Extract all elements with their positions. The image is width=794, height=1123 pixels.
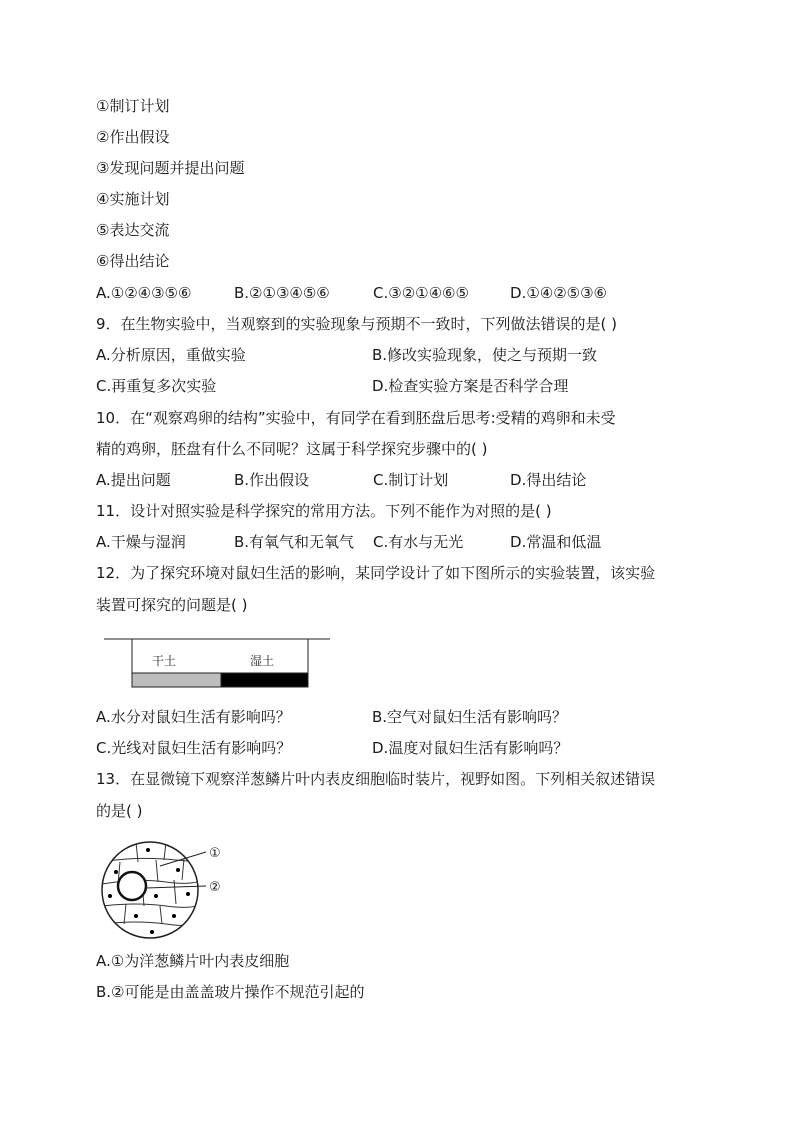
q12-option-a[interactable]: A.水分对鼠妇生活有影响吗？ [96, 708, 291, 726]
step-item: ②作出假设 [96, 128, 170, 146]
q9-option-d[interactable]: D.检查实验方案是否科学合理 [372, 377, 569, 395]
dry-soil-layer [132, 673, 221, 687]
q12-stem-line1: 12．为了探究环境对鼠妇生活的影响，某同学设计了如下图所示的实验装置，该实验 [96, 564, 656, 582]
q8-option-a[interactable]: A.①②④③⑤⑥ [96, 284, 192, 302]
q8-option-b[interactable]: B.②①③④⑤⑥ [234, 284, 330, 302]
q8-option-d[interactable]: D.①④②⑤③⑥ [510, 284, 608, 302]
q13-option-b[interactable]: B.②可能是由盖盖玻片操作不规范引起的 [96, 983, 365, 1001]
step-item: ①制订计划 [96, 97, 170, 115]
pointer-line-2 [146, 886, 206, 888]
q12-option-b[interactable]: B.空气对鼠妇生活有影响吗？ [372, 708, 568, 726]
q9-option-c[interactable]: C.再重复多次实验 [96, 377, 217, 395]
wet-soil-layer [221, 673, 308, 687]
step-item: ⑤表达交流 [96, 221, 170, 239]
q11-option-a[interactable]: A.干燥与湿润 [96, 533, 186, 551]
q8-option-c[interactable]: C.③②①④⑥⑤ [373, 284, 469, 302]
q13-option-a[interactable]: A.①为洋葱鳞片叶内表皮细胞 [96, 952, 290, 970]
q11-option-c[interactable]: C.有水与无光 [373, 533, 464, 551]
q13-stem-line2: 的是( ) [96, 802, 143, 820]
wet-soil-label: 湿土 [250, 654, 275, 668]
q11-option-b[interactable]: B.有氧气和无氧气 [234, 533, 355, 551]
q10-option-a[interactable]: A.提出问题 [96, 471, 171, 489]
step-item: ④实施计划 [96, 190, 170, 208]
dry-soil-label: 干土 [152, 654, 177, 668]
q9-stem: 9．在生物实验中，当观察到的实验现象与预期不一致时，下列做法错误的是( ) [96, 315, 618, 333]
q12-stem-line2: 装置可探究的问题是( ) [96, 596, 248, 614]
step-item: ③发现问题并提出问题 [96, 159, 245, 177]
q10-stem-line1: 10．在“观察鸡卵的结构”实验中，有同学在看到胚盘后思考:受精的鸡卵和未受 [96, 409, 616, 427]
q13-stem-line1: 13．在显微镜下观察洋葱鳞片叶内表皮细胞临时装片，视野如图。下列相关叙述错误 [96, 770, 656, 788]
label-2: ② [209, 880, 221, 895]
step-item: ⑥得出结论 [96, 252, 170, 270]
q12-option-c[interactable]: C.光线对鼠妇生活有影响吗？ [96, 739, 292, 757]
q9-option-b[interactable]: B.修改实验现象，使之与预期一致 [372, 346, 598, 364]
microscope-field-figure [96, 836, 236, 946]
woodlouse-experiment-figure [104, 638, 334, 690]
q12-option-d[interactable]: D.温度对鼠妇生活有影响吗？ [372, 739, 569, 757]
q11-stem: 11．设计对照实验是科学探究的常用方法。下列不能作为对照的是( ) [96, 502, 552, 520]
q10-option-c[interactable]: C.制订计划 [373, 471, 449, 489]
air-bubble [118, 872, 146, 900]
q11-option-d[interactable]: D.常温和低温 [510, 533, 602, 551]
label-1: ① [209, 846, 221, 861]
q10-option-b[interactable]: B.作出假设 [234, 471, 310, 489]
q9-option-a[interactable]: A.分析原因，重做实验 [96, 346, 246, 364]
field-of-view [102, 842, 198, 938]
q10-option-d[interactable]: D.得出结论 [510, 471, 587, 489]
q10-stem-line2: 精的鸡卵，胚盘有什么不同呢？这属于科学探究步骤中的( ) [96, 440, 488, 458]
